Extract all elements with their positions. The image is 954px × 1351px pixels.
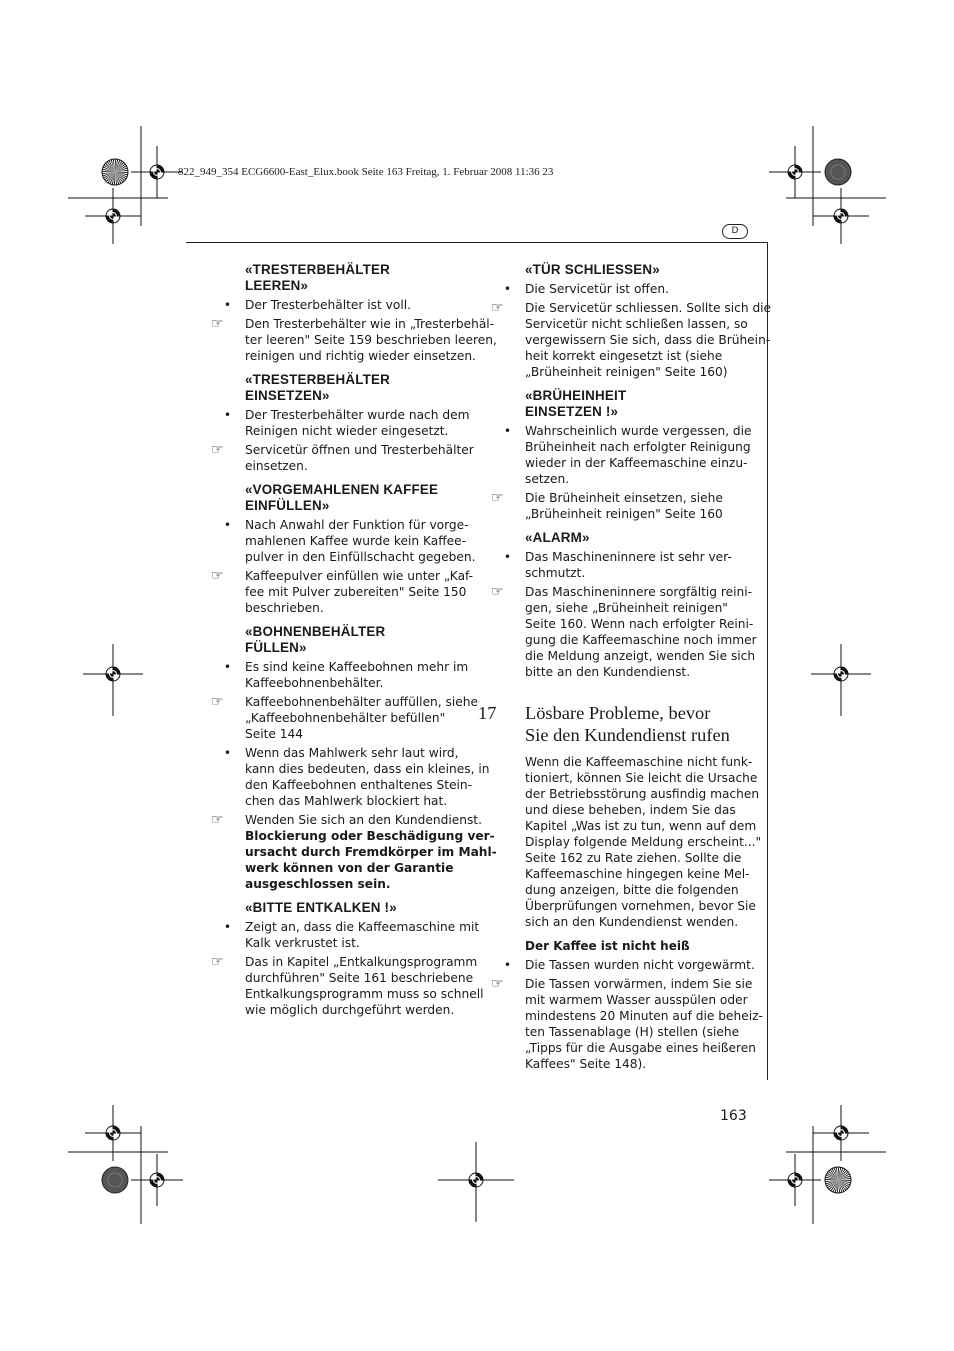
registration-crosshair xyxy=(131,146,183,198)
bullet-item xyxy=(210,407,472,439)
bullet-icon xyxy=(490,423,525,439)
body-text-line: Display folgende Meldung erscheint..." xyxy=(525,835,762,849)
bullet-item xyxy=(210,297,472,313)
pointing-hand-icon: ☞ xyxy=(491,976,504,992)
registration-crosshair xyxy=(813,188,869,244)
body-text-line: mahlenen Kaffee wurde kein Kaffee- xyxy=(245,534,467,548)
bullet-item xyxy=(210,745,490,809)
body-text-line: Brüheinheit nach erfolgter Reinigung xyxy=(525,440,751,454)
body-text-line: den Kaffeebohnen enthaltenes Stein- xyxy=(245,778,473,792)
chapter-intro xyxy=(490,754,762,930)
body-text-line: Die Servicetür ist offen. xyxy=(525,282,669,296)
bullet-item xyxy=(490,957,755,973)
body-text-line: Seite 144 xyxy=(245,727,304,741)
body-text-line: Servicetür nicht schließen lassen, so xyxy=(525,317,748,331)
message-heading xyxy=(525,262,752,278)
pointing-hand-icon: ☞ xyxy=(211,812,224,828)
message-section xyxy=(210,482,476,616)
body-text-line: gung die Kaffeemaschine noch immer xyxy=(525,633,757,647)
bullet-icon xyxy=(210,659,245,675)
body-text-line: mit warmem Wasser ausspülen oder xyxy=(525,993,748,1007)
body-text-line: „Kaffeebohnenbehälter befüllen" xyxy=(245,711,446,725)
body-text-line: tioniert, können Sie leicht die Ursache xyxy=(525,771,758,785)
message-heading xyxy=(525,388,752,420)
language-badge: D xyxy=(722,224,748,239)
body-text-line: Die Servicetür schliessen. Sollte sich die xyxy=(525,301,772,315)
body-text-line: dung anzeigen, bitte die folgenden xyxy=(525,883,739,897)
body-text-line: Entkalkungsprogramm muss so schnell xyxy=(245,987,484,1001)
body-text-line: durchführen" Seite 161 beschriebene xyxy=(245,971,474,985)
body-text-line: mindestens 20 Minuten auf die beheiz- xyxy=(525,1009,763,1023)
body-text-line: „Brüheinheit reinigen" Seite 160 xyxy=(525,507,723,521)
body-text-line: die Meldung anzeigt, wenden Sie sich xyxy=(525,649,756,663)
message-heading xyxy=(245,624,472,656)
body-text-line: gen, siehe „Brüheinheit reinigen" xyxy=(525,601,728,615)
pointing-hand-icon: ☞ xyxy=(211,568,224,584)
message-heading xyxy=(245,482,472,514)
body-text-line: Es sind keine Kaffeebohnen mehr im xyxy=(245,660,469,674)
bullet-icon xyxy=(210,919,245,935)
body-text-line: Wenden Sie sich an den Kundendienst. xyxy=(245,813,482,827)
message-heading-line: «TRESTERBEHÄLTER xyxy=(245,262,391,277)
pointing-hand-icon: ☞ xyxy=(491,490,504,506)
registration-starburst xyxy=(102,159,128,185)
registration-crosshair xyxy=(83,644,143,704)
bullet-item xyxy=(490,281,752,297)
body-text-line: schmutzt. xyxy=(525,566,586,580)
body-text-line: Reinigen nicht wieder eingesetzt. xyxy=(245,424,449,438)
bullet-item xyxy=(490,423,752,487)
message-heading-line: «TÜR SCHLIESSEN» xyxy=(525,262,660,277)
message-section xyxy=(210,372,472,474)
instruction-item xyxy=(490,976,763,1072)
registration-crosshair xyxy=(811,644,871,704)
bullet-icon xyxy=(490,957,525,973)
bullet-item xyxy=(210,919,480,951)
bullet-icon xyxy=(210,407,245,423)
body-text-line: reinigen und richtig wieder einsetzen. xyxy=(245,349,476,363)
body-text-line: Nach Anwahl der Funktion für vorge- xyxy=(245,518,469,532)
message-heading-line: «BRÜHEINHEIT xyxy=(525,388,627,403)
body-text-line: Seite 162 zu Rate ziehen. Sollte die xyxy=(525,851,742,865)
body-text-line: wieder in der Kaffeemaschine einzu- xyxy=(525,456,748,470)
message-section xyxy=(490,262,772,380)
bullet-item xyxy=(490,549,752,581)
body-text-line: Das Maschineninnere ist sehr ver- xyxy=(525,550,732,564)
body-text-line: vergewissern Sie sich, dass die Brühein- xyxy=(525,333,771,347)
body-text-line: Kaffeepulver einfüllen wie unter „Kaf- xyxy=(245,569,474,583)
message-heading-line: «TRESTERBEHÄLTER xyxy=(245,372,391,387)
body-text-line: und diese beheben, indem Sie das xyxy=(525,803,736,817)
message-heading-line: «BOHNENBEHÄLTER xyxy=(245,624,386,639)
instruction-item xyxy=(210,442,472,474)
body-text-line-bold: ausgeschlossen sein. xyxy=(245,877,391,891)
body-text-line: der Betriebsstörung ausfindig machen xyxy=(525,787,760,801)
body-text-line: „Brüheinheit reinigen" Seite 160) xyxy=(525,365,728,379)
registration-starburst xyxy=(825,1167,851,1193)
message-heading-line: «ALARM» xyxy=(525,530,590,545)
body-text-line: sich an den Kundendienst wenden. xyxy=(525,915,739,929)
header-rule xyxy=(186,242,768,243)
registration-crosshair xyxy=(438,1142,514,1218)
pointing-hand-icon: ☞ xyxy=(211,954,224,970)
body-text-line: Das Maschineninnere sorgfältig reini- xyxy=(525,585,753,599)
body-text-line: Die Tassen wurden nicht vorgewärmt. xyxy=(525,958,755,972)
bullet-icon xyxy=(210,745,245,761)
message-heading-line: EINFÜLLEN» xyxy=(245,498,330,513)
body-text-line: wie möglich durchgeführt werden. xyxy=(245,1003,455,1017)
body-text-line: Servicetür öffnen und Tresterbehälter xyxy=(245,443,474,457)
message-heading xyxy=(525,530,752,546)
column-rule xyxy=(767,242,768,1080)
instruction-item xyxy=(210,316,497,364)
registration-crosshair xyxy=(813,1105,869,1161)
instruction-item xyxy=(490,584,757,680)
body-text-line: Das in Kapitel „Entkalkungsprogramm xyxy=(245,955,478,969)
body-text-line: Den Tresterbehälter wie in „Tresterbehäl- xyxy=(245,317,495,331)
message-heading-line: LEEREN» xyxy=(245,278,309,293)
body-text-line-bold: ursacht durch Fremdkörper im Mahl- xyxy=(245,845,497,859)
body-text-line-bold: Blockierung oder Beschädigung ver- xyxy=(245,829,495,843)
bullet-item xyxy=(210,517,476,565)
registration-crosshair xyxy=(85,188,141,244)
instruction-item xyxy=(490,300,772,380)
body-text-line: heit korrekt eingesetzt ist (siehe xyxy=(525,349,723,363)
message-heading xyxy=(245,900,472,916)
message-section xyxy=(210,262,497,364)
bullet-icon xyxy=(490,281,525,297)
body-text-line: Wenn die Kaffeemaschine nicht funk- xyxy=(525,755,753,769)
instruction-item xyxy=(490,490,752,522)
message-heading xyxy=(245,262,472,294)
registration-crosshair xyxy=(131,1154,183,1206)
body-text-line: ten Tassenablage (H) stellen (siehe xyxy=(525,1025,740,1039)
print-slug: 822_949_354 ECG6600-East_Elux.book Seite 163 Freitag, 1. Februar 2008 11:36 23 xyxy=(178,166,554,178)
message-heading-line: «VORGEMAHLENEN KAFFEE xyxy=(245,482,439,497)
body-text-line: Überprüfungen vornehmen, bevor Sie xyxy=(525,899,756,913)
bullet-icon xyxy=(210,297,245,313)
body-text-line: „Tipps für die Ausgabe eines heißeren xyxy=(525,1041,756,1055)
chapter-number: 17 xyxy=(478,703,497,723)
message-heading-line: «BITTE ENTKALKEN !» xyxy=(245,900,397,915)
body-text-line: Der Tresterbehälter wurde nach dem xyxy=(245,408,470,422)
body-text-line-bold: werk können von der Garantie xyxy=(245,861,454,875)
body-text-line: Kaffeebohnenbehälter auffüllen, siehe xyxy=(245,695,478,709)
body-text-line: Zeigt an, dass die Kaffeemaschine mit xyxy=(245,920,480,934)
body-text-line: Wahrscheinlich wurde vergessen, die xyxy=(525,424,752,438)
pointing-hand-icon: ☞ xyxy=(211,442,224,458)
body-text-line: Kalk verkrustet ist. xyxy=(245,936,360,950)
chapter-title-line: Sie den Kundendienst rufen xyxy=(525,725,730,745)
body-text-line: Kapitel „Was ist zu tun, wenn auf dem xyxy=(525,819,757,833)
message-section xyxy=(490,388,752,522)
message-heading-line: FÜLLEN» xyxy=(245,640,307,655)
body-text-line: Seite 160. Wenn nach erfolgter Reini- xyxy=(525,617,754,631)
body-text-line: Kaffeebohnenbehälter. xyxy=(245,676,384,690)
body-text-line: chen das Mahlwerk blockiert hat. xyxy=(245,794,448,808)
body-text-line: beschrieben. xyxy=(245,601,324,615)
instruction-item xyxy=(210,568,472,616)
bullet-icon xyxy=(210,517,245,533)
message-section xyxy=(490,530,757,680)
chapter-heading xyxy=(478,702,752,746)
right-column xyxy=(478,262,772,1075)
body-text-line: pulver in den Einfüllschacht gegeben. xyxy=(245,550,476,564)
message-heading-line: EINSETZEN» xyxy=(245,388,330,403)
body-text-line: Der Tresterbehälter ist voll. xyxy=(245,298,411,312)
body-text-line: Die Tassen vorwärmen, indem Sie sie xyxy=(525,977,753,991)
message-section xyxy=(210,900,484,1018)
chapter-title-line: Lösbare Probleme, bevor xyxy=(525,703,711,723)
body-text-line: bitte an den Kundendienst. xyxy=(525,665,691,679)
body-text-line: Die Brüheinheit einsetzen, siehe xyxy=(525,491,723,505)
registration-gray-disc xyxy=(825,159,851,185)
body-text-line: ter leeren" Seite 159 beschrieben leeren, xyxy=(245,333,497,347)
body-text-line: fee mit Pulver zubereiten" Seite 150 xyxy=(245,585,467,599)
body-text-line: setzen. xyxy=(525,472,570,486)
page-number: 163 xyxy=(720,1108,747,1124)
bullet-icon xyxy=(490,549,525,565)
pointing-hand-icon: ☞ xyxy=(491,300,504,316)
chapter-subheading: Der Kaffee ist nicht heiß xyxy=(525,939,690,953)
registration-crosshair xyxy=(85,1105,141,1161)
bullet-item xyxy=(210,659,472,691)
message-heading-line: EINSETZEN !» xyxy=(525,404,619,419)
pointing-hand-icon: ☞ xyxy=(211,694,224,710)
body-text-line: Wenn das Mahlwerk sehr laut wird, xyxy=(245,746,459,760)
body-text-line: Kaffeemaschine hingegen keine Mel- xyxy=(525,867,750,881)
message-heading xyxy=(245,372,472,404)
instruction-item xyxy=(210,694,478,742)
registration-gray-disc xyxy=(102,1167,128,1193)
pointing-hand-icon: ☞ xyxy=(211,316,224,332)
pointing-hand-icon: ☞ xyxy=(491,584,504,600)
body-text-line: Kaffees" Seite 148). xyxy=(525,1057,647,1071)
instruction-item xyxy=(210,812,497,892)
instruction-item xyxy=(210,954,484,1018)
body-text-line: kann dies bedeuten, dass ein kleines, in xyxy=(245,762,490,776)
body-text-line: einsetzen. xyxy=(245,459,308,473)
